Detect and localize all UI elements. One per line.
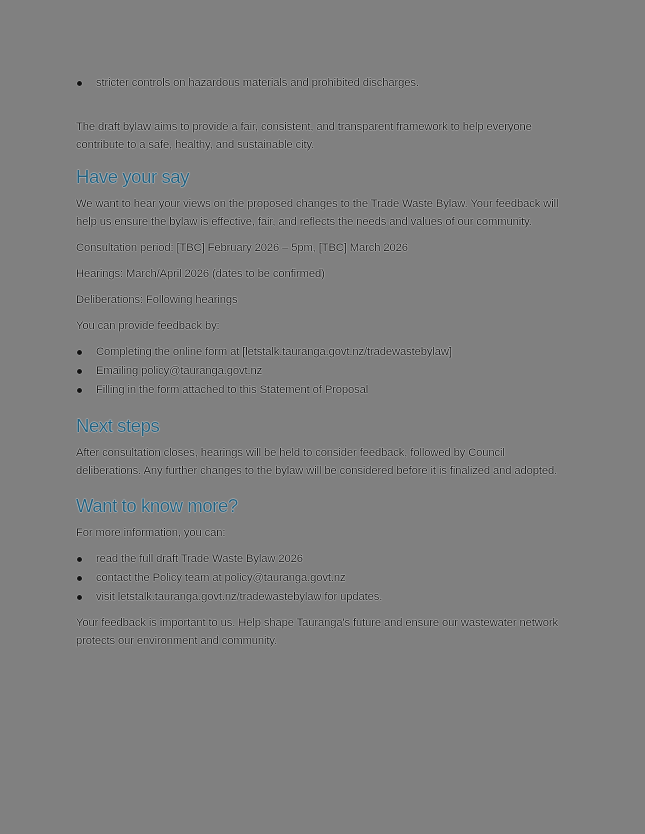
have-your-say-paragraph: We want to hear your views on the proposed changes to the Trade Waste Bylaw. Your feedback will help us ensure the bylaw is effective, fair, and reflects the needs and values of our community.: [76, 198, 559, 228]
next-steps-paragraph: After consultation closes, hearings will be held to consider feedback, followed by Council deliberations. Any further changes to the bylaw will be considered before it is finalized and adopted.: [76, 447, 558, 477]
list-item-text: Emailing policy@tauranga.govt.nz: [96, 365, 263, 377]
bullet-icon: [77, 557, 82, 562]
feedback-lead: You can provide feedback by:: [76, 320, 220, 332]
know-more-lead: For more information, you can:: [76, 527, 226, 539]
list-item: [76, 381, 571, 400]
list-item-text: contact the Policy team at policy@tauranga.govt.nz: [96, 572, 346, 584]
document-content: [76, 74, 571, 650]
heading-want-to-know-more: Want to know more?: [76, 495, 238, 516]
list-item: [76, 550, 571, 569]
hearings-dates: Hearings: March/April 2026 (dates to be confirmed): [76, 268, 325, 280]
list-item: [76, 588, 571, 607]
summary-paragraph: The draft bylaw aims to provide a fair, consistent, and transparent framework to help everyone contribute to a safe, healthy, and sustainable city.: [76, 121, 532, 151]
list-item-text: read the full draft Trade Waste Bylaw 2026: [96, 553, 303, 565]
bullet-icon: [77, 595, 82, 600]
list-item: [76, 343, 571, 362]
list-item-text: Completing the online form at [letstalk.tauranga.govt.nz/tradewastebylaw]: [96, 346, 452, 358]
list-item-text: visit letstalk.tauranga.govt.nz/tradewastebylaw for updates.: [96, 591, 383, 603]
bullet-icon: [77, 81, 82, 86]
list-item-text: Filling in the form attached to this Statement of Proposal: [96, 384, 369, 396]
know-more-list: [76, 550, 571, 607]
heading-next-steps: Next steps: [76, 415, 160, 436]
list-item: [76, 74, 571, 93]
closing-paragraph: Your feedback is important to us. Help shape Tauranga's future and ensure our wastewater network protects our environment and community.: [76, 617, 558, 647]
intro-bullet-list: [76, 74, 571, 93]
list-item: [76, 569, 571, 588]
bullet-icon: [77, 388, 82, 393]
bullet-icon: [77, 576, 82, 581]
consultation-period: Consultation period: [TBC] February 2026 – 5pm, [TBC] March 2026: [76, 242, 408, 254]
list-item: [76, 362, 571, 381]
deliberations: Deliberations: Following hearings: [76, 294, 238, 306]
heading-have-your-say: Have your say: [76, 166, 190, 187]
list-item-text: stricter controls on hazardous materials and prohibited discharges.: [96, 77, 419, 89]
feedback-options-list: [76, 343, 571, 400]
bullet-icon: [77, 369, 82, 374]
bullet-icon: [77, 350, 82, 355]
